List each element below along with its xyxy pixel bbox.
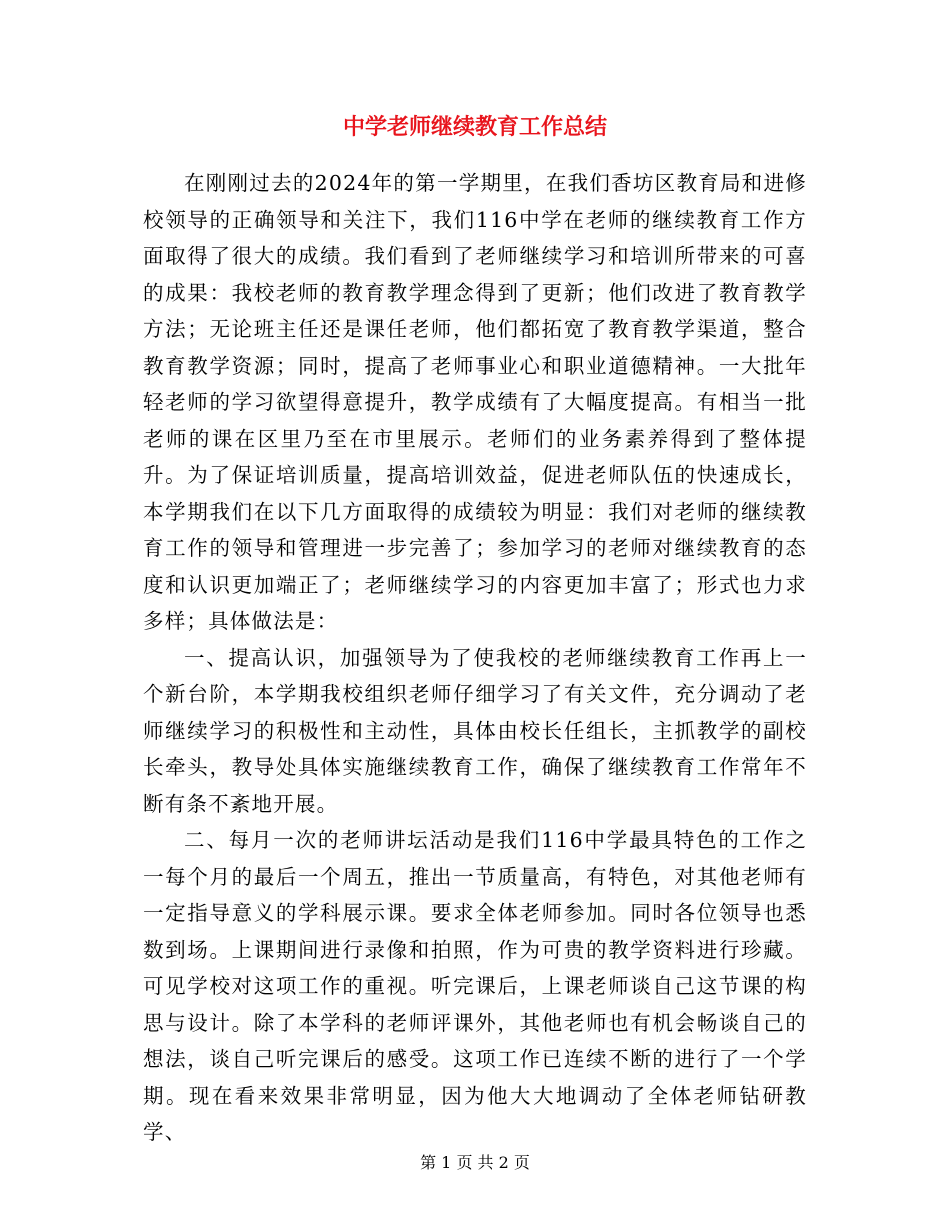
page-footer: [0, 1152, 950, 1174]
paragraph-intro: 在刚刚过去的2024年的第一学期里，在我们香坊区教育局和进修校领导的正确领导和关注下，我们116中学在老师的继续教育工作方面取得了很大的成绩。我们看到了老师继续学习和培训所带来的可喜的成果：我校老师的教育教学理念得到了更新；他们改进了教育教学方法；无论班主任还是课任老师，他们都拓宽了教育教学渠道，整合教育教学资源；同时，提高了老师事业心和职业道德精神。一大批年轻老师的学习欲望得意提升，教学成绩有了大幅度提高。有相当一批老师的课在区里乃至在市里展示。老师们的业务素养得到了整体提升。为了保证培训质量，提高培训效益，促进老师队伍的快速成长，本学期我们在以下几方面取得的成绩较为明显：我们对老师的继续教育工作的领导和管理进一步完善了；参加学习的老师对继续教育的态度和认识更加端正了；老师继续学习的内容更加丰富了；形式也力求多样；具体做法是：: [143, 171, 807, 633]
paragraph-section-2: 二、每月一次的老师讲坛活动是我们116中学最具特色的工作之一每个月的最后一个周五，推出一节质量高，有特色，对其他老师有一定指导意义的学科展示课。要求全体老师参加。同时各位领导也悉数到场。上课期间进行录像和拍照，作为可贵的教学资料进行珍藏。可见学校对这项工作的重视。听完课后，上课老师谈自己这节课的构思与设计。除了本学科的老师评课外，其他老师也有机会畅谈自己的想法，谈自己听完课后的感受。这项工作已连续不断的进行了一个学期。现在看来效果非常明显，因为他大大地调动了全体老师钻研教学、: [143, 828, 807, 1144]
page-number-label: 第 1 页 共 2 页: [420, 1153, 530, 1172]
document-title: 中学老师继续教育工作总结: [342, 115, 607, 140]
paragraph-section-1: 一、提高认识，加强领导为了使我校的老师继续教育工作再上一个新台阶，本学期我校组织老师仔细学习了有关文件，充分调动了老师继续学习的积极性和主动性，具体由校长任组长，主抓教学的副校长牵头，教导处具体实施继续教育工作，确保了继续教育工作常年不断有条不紊地开展。: [143, 645, 807, 816]
document-body: [143, 165, 807, 1151]
